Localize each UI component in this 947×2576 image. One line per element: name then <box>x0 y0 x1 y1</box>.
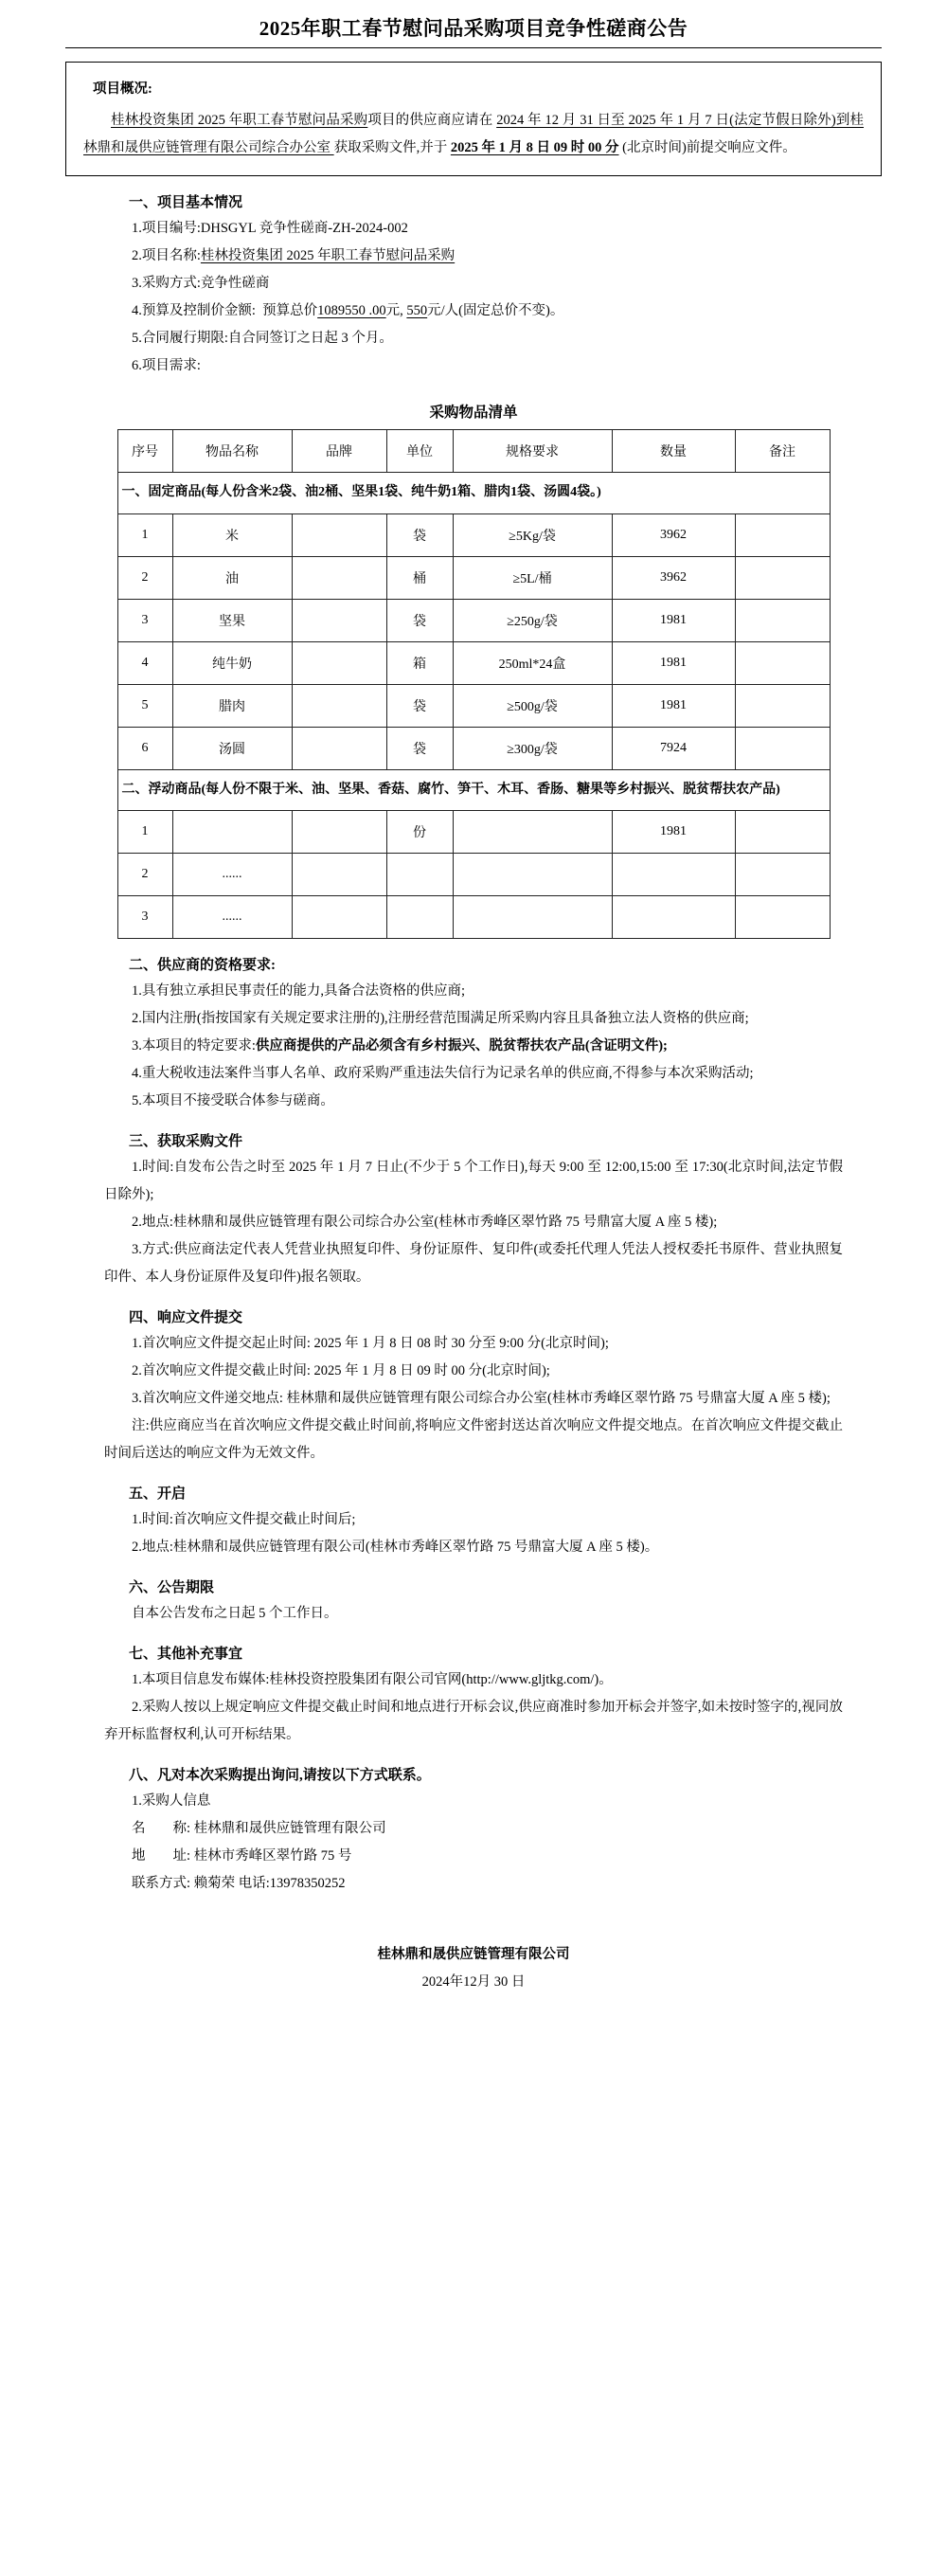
item-value: 桂林投资集团 2025 年职工春节慰问品采购 <box>200 248 456 263</box>
document-page <box>0 13 947 2576</box>
section-1-item-2 <box>0 243 947 270</box>
item-label: 项目名称: <box>141 248 201 263</box>
table-row <box>117 513 830 556</box>
col-header-name: 物品名称 <box>172 430 292 473</box>
item-no: 1. <box>132 221 142 236</box>
document-footer <box>0 1941 947 1996</box>
overview-text <box>83 107 864 162</box>
goods-table-title: 采购物品清单 <box>429 405 518 421</box>
cell-spec: ≥500g/袋 <box>453 684 612 727</box>
section-2-p5: 5.本项目不接受联合体参与磋商。 <box>132 1093 334 1109</box>
cell-name: 米 <box>172 513 292 556</box>
purchaser-address-value: 桂林市秀峰区翠竹路 75 号 <box>193 1848 352 1864</box>
section-3-p3: 3.方式:供应商法定代表人凭营业执照复印件、身份证原件、复印件(或委托代理人凭法人授权委托书原件、营业执照复印件、本人身份证原件及复印件)报名领取。 <box>104 1242 843 1286</box>
cell-unit <box>386 854 453 896</box>
purchaser-name-label: 名 称: <box>132 1821 191 1837</box>
cell-remark <box>735 556 830 599</box>
project-overview-box <box>65 62 882 176</box>
goods-table <box>117 429 831 939</box>
section-8-p1: 1.采购人信息 <box>132 1793 211 1810</box>
cell-remark <box>735 599 830 641</box>
section-3-p1: 1.时间:自发布公告之时至 2025 年 1 月 7 日止(不少于 5 个工作日),每天 9:00 至 12:00,15:00 至 17:30(北京时间,法定节假日除外); <box>104 1160 843 1203</box>
cell-brand <box>292 684 386 727</box>
cell-no: 4 <box>117 641 172 684</box>
section-2-p4: 4.重大税收违法案件当事人名单、政府采购严重违法失信行为记录名单的供应商,不得参与本次采购活动; <box>132 1066 754 1082</box>
section-3-heading: 三、获取采购文件 <box>129 1134 243 1150</box>
cell-name: 腊肉 <box>172 684 292 727</box>
section-1-item-1 <box>0 215 947 243</box>
cell-spec: ≥300g/袋 <box>453 727 612 769</box>
section-4-p3: 3.首次响应文件递交地点: 桂林鼎和晟供应链管理有限公司综合办公室(桂林市秀峰区翠竹路 75 号鼎富大厦 A 座 5 楼); <box>132 1391 831 1407</box>
purchaser-address-label: 地 址: <box>132 1848 191 1864</box>
cell-no: 1 <box>117 811 172 854</box>
cell-no: 3 <box>117 896 172 939</box>
goods-group-label-fixed: 一、固定商品(每人份含米2袋、油2桶、坚果1袋、纯牛奶1箱、腊肉1袋、汤圆4袋。) <box>117 473 830 514</box>
cell-no: 2 <box>117 854 172 896</box>
section-4-p2: 2.首次响应文件提交截止时间: 2025 年 1 月 8 日 09 时 00 分(北京时间); <box>132 1363 550 1379</box>
overview-part-3: 2024 年 12 月 31 日至 2025 年 1 月 7 日(法定节假日除外)到桂林鼎和晟供应链管理有限公司综合办公室 <box>83 113 865 155</box>
col-header-brand: 品牌 <box>292 430 386 473</box>
item-label: 项目需求: <box>141 358 201 373</box>
bottom-spacer <box>0 1996 947 2019</box>
section-8-heading: 八、凡对本次采购提出询问,请按以下方式联系。 <box>129 1768 431 1784</box>
section-2-p2: 2.国内注册(指按国家有关规定要求注册的),注册经营范围满足所采购内容且具备独立法人资格的供应商; <box>132 1011 749 1027</box>
footer-date: 2024年12月 30 日 <box>421 1974 526 1991</box>
cell-unit: 袋 <box>386 599 453 641</box>
cell-qty: 1981 <box>612 684 735 727</box>
purchaser-name-line <box>0 1815 947 1843</box>
section-4-p1: 1.首次响应文件提交起止时间: 2025 年 1 月 8 日 08 时 30 分至 9:00 分(北京时间); <box>132 1336 609 1352</box>
cell-spec: ≥5Kg/袋 <box>453 513 612 556</box>
cell-brand <box>292 556 386 599</box>
cell-brand <box>292 513 386 556</box>
budget-per-person-value: 550 <box>406 303 428 318</box>
cell-name: 汤圆 <box>172 727 292 769</box>
section-6-p1: 自本公告发布之日起 5 个工作日。 <box>132 1606 338 1622</box>
cell-qty <box>612 896 735 939</box>
cell-qty: 7924 <box>612 727 735 769</box>
cell-name: 坚果 <box>172 599 292 641</box>
cell-brand <box>292 854 386 896</box>
section-1-item-5 <box>0 325 947 352</box>
purchaser-address-line <box>0 1843 947 1870</box>
section-5-p2: 2.地点:桂林鼎和晟供应链管理有限公司(桂林市秀峰区翠竹路 75 号鼎富大厦 A 座 5 楼)。 <box>132 1540 659 1556</box>
cell-name: ...... <box>172 854 292 896</box>
overview-part-4: 获取采购文件,并于 <box>333 140 451 155</box>
item-label: 采购方式: <box>141 276 201 291</box>
cell-name: 油 <box>172 556 292 599</box>
item-no: 3. <box>132 276 142 291</box>
item-no: 5. <box>132 331 142 346</box>
cell-remark <box>735 896 830 939</box>
cell-remark <box>735 684 830 727</box>
col-header-unit: 单位 <box>386 430 453 473</box>
cell-name: 纯牛奶 <box>172 641 292 684</box>
budget-total-label: 预算总价 <box>262 303 318 318</box>
table-row <box>117 896 830 939</box>
title-divider <box>65 47 882 48</box>
section-7-p2: 2.采购人按以上规定响应文件提交截止时间和地点进行开标会议,供应商准时参加开标会并签字,如未按时签字的,视同放弃开标监督权利,认可开标结果。 <box>104 1700 843 1743</box>
section-1-item-4-budget <box>0 297 947 325</box>
section-1-item-6 <box>0 352 947 380</box>
cell-qty: 1981 <box>612 641 735 684</box>
col-header-qty: 数量 <box>612 430 735 473</box>
overview-part-5: 2025 年 1 月 8 日 09 时 00 分 <box>450 140 619 155</box>
cell-no: 1 <box>117 513 172 556</box>
section-5-heading: 五、开启 <box>129 1486 187 1503</box>
cell-remark <box>735 727 830 769</box>
section-6-heading: 六、公告期限 <box>129 1580 215 1596</box>
budget-per-person-unit: 元/人(固定总价不变)。 <box>427 303 564 318</box>
cell-remark <box>735 513 830 556</box>
cell-brand <box>292 811 386 854</box>
cell-unit: 袋 <box>386 513 453 556</box>
cell-qty: 1981 <box>612 811 735 854</box>
cell-unit <box>386 896 453 939</box>
cell-unit: 份 <box>386 811 453 854</box>
cell-no: 2 <box>117 556 172 599</box>
cell-spec: 250ml*24盒 <box>453 641 612 684</box>
cell-unit: 袋 <box>386 727 453 769</box>
cell-brand <box>292 727 386 769</box>
section-7-p1: 1.本项目信息发布媒体:桂林投资控股集团有限公司官网(http://www.gljtkg.com/)。 <box>132 1672 613 1688</box>
goods-table-header-row <box>117 430 830 473</box>
section-5-p1: 1.时间:首次响应文件提交截止时间后; <box>132 1512 356 1528</box>
cell-no: 6 <box>117 727 172 769</box>
item-no: 6. <box>132 358 142 373</box>
table-row <box>117 854 830 896</box>
goods-group-row-fixed <box>117 473 830 514</box>
cell-remark <box>735 854 830 896</box>
cell-spec: ≥5L/桶 <box>453 556 612 599</box>
item-value: 自合同签订之日起 3 个月。 <box>227 331 393 346</box>
page-title: 2025年职工春节慰问品采购项目竞争性磋商公告 <box>259 17 688 40</box>
overview-label: 项目概况: <box>93 81 152 97</box>
overview-part-1: 桂林投资集团 2025 年职工春节慰问品采购 <box>111 113 368 128</box>
budget-prefix: 4.预算及控制价金额: <box>132 303 256 318</box>
section-4-note: 注:供应商应当在首次响应文件提交截止时间前,将响应文件密封送达首次响应文件提交地点。在首次响应文件提交截止时间后送达的响应文件为无效文件。 <box>104 1418 843 1462</box>
section-3-p2: 2.地点:桂林鼎和晟供应链管理有限公司综合办公室(桂林市秀峰区翠竹路 75 号鼎富大厦 A 座 5 楼); <box>132 1215 718 1231</box>
item-label: 项目编号: <box>141 221 201 236</box>
cell-spec <box>453 811 612 854</box>
overview-part-2: 项目的供应商应请在 <box>367 113 497 128</box>
table-row <box>117 641 830 684</box>
goods-group-row-floating <box>117 769 830 811</box>
section-7-heading: 七、其他补充事宜 <box>129 1647 243 1663</box>
section-2-p1: 1.具有独立承担民事责任的能力,具备合法资格的供应商; <box>132 983 466 1000</box>
budget-total-value: 1089550 .00 <box>317 303 386 318</box>
section-2-p3 <box>0 1033 947 1060</box>
budget-total-unit: 元, <box>385 303 403 318</box>
cell-qty: 3962 <box>612 513 735 556</box>
col-header-spec: 规格要求 <box>453 430 612 473</box>
cell-brand <box>292 641 386 684</box>
cell-qty: 1981 <box>612 599 735 641</box>
item-value: 竞争性磋商 <box>200 276 270 291</box>
table-row <box>117 556 830 599</box>
cell-brand <box>292 599 386 641</box>
cell-qty <box>612 854 735 896</box>
goods-group-label-floating: 二、浮动商品(每人份不限于米、油、坚果、香菇、腐竹、笋干、木耳、香肠、糖果等乡村振兴、脱贫帮扶农产品) <box>117 769 830 811</box>
section-2-p3-prefix: 3.本项目的特定要求: <box>132 1038 256 1054</box>
overview-part-6: (北京时间)前提交响应文件。 <box>618 140 796 155</box>
cell-no: 5 <box>117 684 172 727</box>
cell-spec <box>453 896 612 939</box>
cell-unit: 桶 <box>386 556 453 599</box>
col-header-no: 序号 <box>117 430 172 473</box>
cell-brand <box>292 896 386 939</box>
cell-name: ...... <box>172 896 292 939</box>
footer-company: 桂林鼎和晟供应链管理有限公司 <box>377 1947 570 1963</box>
purchaser-name-value: 桂林鼎和晟供应链管理有限公司 <box>193 1821 386 1837</box>
section-2-p3-emphasis: 供应商提供的产品必须含有乡村振兴、脱贫帮扶农产品(含证明文件); <box>255 1038 668 1054</box>
table-row <box>117 811 830 854</box>
table-row <box>117 599 830 641</box>
item-label: 合同履行期限: <box>141 331 228 346</box>
table-row <box>117 727 830 769</box>
cell-remark <box>735 811 830 854</box>
cell-name <box>172 811 292 854</box>
item-value: DHSGYL 竞争性磋商-ZH-2024-002 <box>200 221 408 236</box>
section-2-heading: 二、供应商的资格要求: <box>129 958 276 974</box>
col-header-remark: 备注 <box>735 430 830 473</box>
purchaser-contact-label: 联系方式: <box>132 1876 191 1892</box>
cell-unit: 箱 <box>386 641 453 684</box>
cell-no: 3 <box>117 599 172 641</box>
cell-spec <box>453 854 612 896</box>
cell-qty: 3962 <box>612 556 735 599</box>
table-row <box>117 684 830 727</box>
cell-unit: 袋 <box>386 684 453 727</box>
section-4-heading: 四、响应文件提交 <box>129 1310 243 1326</box>
section-1-heading: 一、项目基本情况 <box>129 195 243 210</box>
cell-remark <box>735 641 830 684</box>
item-no: 2. <box>132 248 142 263</box>
purchaser-contact-value: 赖菊荣 电话:13978350252 <box>193 1876 346 1892</box>
section-1-item-3 <box>0 270 947 297</box>
cell-spec: ≥250g/袋 <box>453 599 612 641</box>
purchaser-contact-line <box>0 1870 947 1898</box>
